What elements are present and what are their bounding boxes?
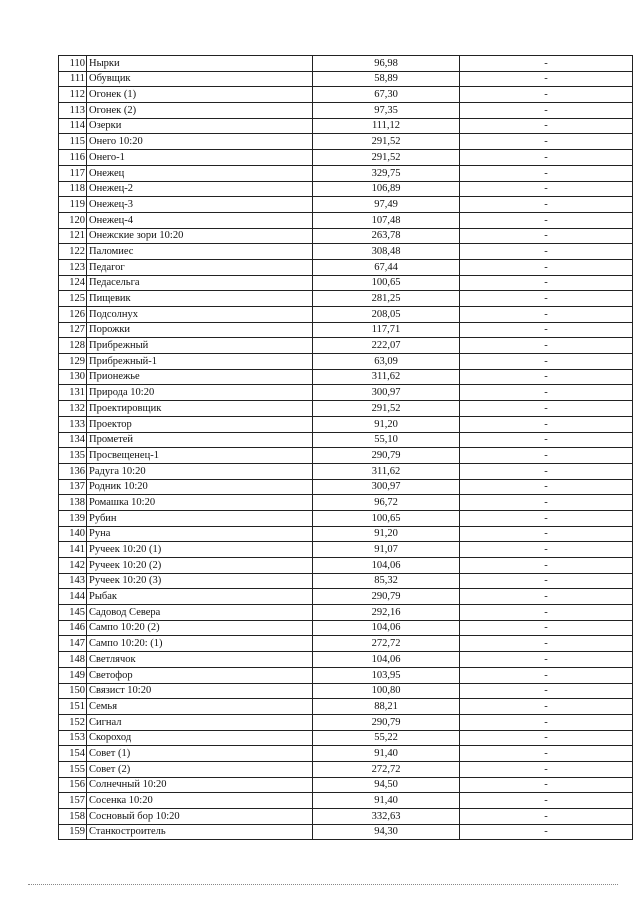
organization-name-cell: Паломиес — [87, 244, 313, 260]
organization-name-cell: Онежец-2 — [87, 181, 313, 197]
table-row — [59, 71, 633, 87]
row-number-cell: 135 — [59, 448, 87, 464]
amount-cell: 104,06 — [313, 558, 460, 574]
empty-value-cell: - — [460, 510, 633, 526]
row-number-cell: 152 — [59, 714, 87, 730]
empty-value-cell: - — [460, 118, 633, 134]
empty-value-cell: - — [460, 244, 633, 260]
row-number-cell: 142 — [59, 558, 87, 574]
organization-name-cell: Онего-1 — [87, 150, 313, 166]
amount-cell: 100,80 — [313, 683, 460, 699]
table-row — [59, 526, 633, 542]
table-row — [59, 165, 633, 181]
table-row — [59, 448, 633, 464]
table-row — [59, 746, 633, 762]
amount-cell: 58,89 — [313, 71, 460, 87]
organization-name-cell: Подсолнух — [87, 307, 313, 323]
empty-value-cell: - — [460, 56, 633, 72]
amount-cell: 107,48 — [313, 212, 460, 228]
empty-value-cell: - — [460, 730, 633, 746]
table-row — [59, 369, 633, 385]
organization-name-cell: Пищевик — [87, 291, 313, 307]
row-number-cell: 136 — [59, 463, 87, 479]
organization-name-cell: Сигнал — [87, 714, 313, 730]
row-number-cell: 140 — [59, 526, 87, 542]
amount-cell: 111,12 — [313, 118, 460, 134]
organization-name-cell: Озерки — [87, 118, 313, 134]
organization-name-cell: Онежец — [87, 165, 313, 181]
table-row — [59, 401, 633, 417]
amount-cell: 332,63 — [313, 809, 460, 825]
row-number-cell: 147 — [59, 636, 87, 652]
row-number-cell: 116 — [59, 150, 87, 166]
row-number-cell: 146 — [59, 620, 87, 636]
organization-name-cell: Прибрежный — [87, 338, 313, 354]
row-number-cell: 143 — [59, 573, 87, 589]
empty-value-cell: - — [460, 479, 633, 495]
amount-cell: 311,62 — [313, 369, 460, 385]
organization-name-cell: Светлячок — [87, 652, 313, 668]
organization-name-cell: Онежец-4 — [87, 212, 313, 228]
organization-name-cell: Солнечный 10:20 — [87, 777, 313, 793]
row-number-cell: 151 — [59, 699, 87, 715]
amount-cell: 300,97 — [313, 385, 460, 401]
empty-value-cell: - — [460, 338, 633, 354]
amount-cell: 291,52 — [313, 150, 460, 166]
row-number-cell: 138 — [59, 495, 87, 511]
amount-cell: 100,65 — [313, 275, 460, 291]
amount-cell: 91,20 — [313, 526, 460, 542]
table-row — [59, 714, 633, 730]
row-number-cell: 141 — [59, 542, 87, 558]
empty-value-cell: - — [460, 369, 633, 385]
empty-value-cell: - — [460, 714, 633, 730]
table-row — [59, 181, 633, 197]
amount-cell: 103,95 — [313, 667, 460, 683]
organization-name-cell: Прионежье — [87, 369, 313, 385]
table-row — [59, 228, 633, 244]
table-row — [59, 56, 633, 72]
table-row — [59, 605, 633, 621]
empty-value-cell: - — [460, 809, 633, 825]
amount-cell: 104,06 — [313, 620, 460, 636]
amount-cell: 63,09 — [313, 354, 460, 370]
organization-name-cell: Проектировщик — [87, 401, 313, 417]
amount-cell: 97,35 — [313, 103, 460, 119]
amount-cell: 106,89 — [313, 181, 460, 197]
table-row — [59, 259, 633, 275]
organization-name-cell: Огонек (2) — [87, 103, 313, 119]
amount-cell: 272,72 — [313, 636, 460, 652]
organization-name-cell: Обувщик — [87, 71, 313, 87]
table-row — [59, 683, 633, 699]
amount-cell: 272,72 — [313, 761, 460, 777]
amount-cell: 94,50 — [313, 777, 460, 793]
empty-value-cell: - — [460, 448, 633, 464]
empty-value-cell: - — [460, 181, 633, 197]
table-row — [59, 573, 633, 589]
amount-cell: 292,16 — [313, 605, 460, 621]
amount-cell: 300,97 — [313, 479, 460, 495]
organization-name-cell: Прометей — [87, 432, 313, 448]
organization-name-cell: Ромашка 10:20 — [87, 495, 313, 511]
row-number-cell: 112 — [59, 87, 87, 103]
row-number-cell: 122 — [59, 244, 87, 260]
amount-cell: 329,75 — [313, 165, 460, 181]
table-row — [59, 479, 633, 495]
table-row — [59, 636, 633, 652]
empty-value-cell: - — [460, 589, 633, 605]
empty-value-cell: - — [460, 463, 633, 479]
amount-cell: 91,20 — [313, 416, 460, 432]
amount-cell: 96,72 — [313, 495, 460, 511]
empty-value-cell: - — [460, 683, 633, 699]
table-row — [59, 542, 633, 558]
table-row — [59, 777, 633, 793]
data-table — [58, 55, 633, 840]
row-number-cell: 110 — [59, 56, 87, 72]
table-row — [59, 416, 633, 432]
row-number-cell: 158 — [59, 809, 87, 825]
amount-cell: 88,21 — [313, 699, 460, 715]
table-row — [59, 495, 633, 511]
organization-name-cell: Светофор — [87, 667, 313, 683]
amount-cell: 91,40 — [313, 746, 460, 762]
row-number-cell: 123 — [59, 259, 87, 275]
organization-name-cell: Проектор — [87, 416, 313, 432]
amount-cell: 222,07 — [313, 338, 460, 354]
organization-name-cell: Рубин — [87, 510, 313, 526]
row-number-cell: 125 — [59, 291, 87, 307]
empty-value-cell: - — [460, 777, 633, 793]
organization-name-cell: Сампо 10:20: (1) — [87, 636, 313, 652]
empty-value-cell: - — [460, 761, 633, 777]
empty-value-cell: - — [460, 71, 633, 87]
amount-cell: 97,49 — [313, 197, 460, 213]
amount-cell: 96,98 — [313, 56, 460, 72]
table-row — [59, 150, 633, 166]
empty-value-cell: - — [460, 401, 633, 417]
amount-cell: 55,22 — [313, 730, 460, 746]
empty-value-cell: - — [460, 652, 633, 668]
row-number-cell: 137 — [59, 479, 87, 495]
empty-value-cell: - — [460, 699, 633, 715]
organization-name-cell: Связист 10:20 — [87, 683, 313, 699]
amount-cell: 281,25 — [313, 291, 460, 307]
empty-value-cell: - — [460, 824, 633, 840]
table-row — [59, 197, 633, 213]
table-row — [59, 463, 633, 479]
amount-cell: 104,06 — [313, 652, 460, 668]
amount-cell: 290,79 — [313, 714, 460, 730]
empty-value-cell: - — [460, 416, 633, 432]
empty-value-cell: - — [460, 605, 633, 621]
row-number-cell: 153 — [59, 730, 87, 746]
table-row — [59, 134, 633, 150]
organization-name-cell: Руна — [87, 526, 313, 542]
table-row — [59, 307, 633, 323]
organization-name-cell: Садовод Севера — [87, 605, 313, 621]
empty-value-cell: - — [460, 291, 633, 307]
amount-cell: 208,05 — [313, 307, 460, 323]
amount-cell: 290,79 — [313, 589, 460, 605]
row-number-cell: 114 — [59, 118, 87, 134]
row-number-cell: 148 — [59, 652, 87, 668]
organization-name-cell: Порожки — [87, 322, 313, 338]
organization-name-cell: Радуга 10:20 — [87, 463, 313, 479]
row-number-cell: 157 — [59, 793, 87, 809]
row-number-cell: 119 — [59, 197, 87, 213]
organization-name-cell: Совет (2) — [87, 761, 313, 777]
row-number-cell: 139 — [59, 510, 87, 526]
row-number-cell: 131 — [59, 385, 87, 401]
amount-cell: 55,10 — [313, 432, 460, 448]
table-body — [59, 56, 633, 840]
empty-value-cell: - — [460, 432, 633, 448]
table-row — [59, 322, 633, 338]
empty-value-cell: - — [460, 636, 633, 652]
empty-value-cell: - — [460, 542, 633, 558]
organization-name-cell: Педагог — [87, 259, 313, 275]
row-number-cell: 127 — [59, 322, 87, 338]
organization-name-cell: Прибрежный-1 — [87, 354, 313, 370]
amount-cell: 67,44 — [313, 259, 460, 275]
empty-value-cell: - — [460, 667, 633, 683]
row-number-cell: 149 — [59, 667, 87, 683]
empty-value-cell: - — [460, 103, 633, 119]
row-number-cell: 134 — [59, 432, 87, 448]
empty-value-cell: - — [460, 385, 633, 401]
table-row — [59, 730, 633, 746]
row-number-cell: 113 — [59, 103, 87, 119]
row-number-cell: 128 — [59, 338, 87, 354]
row-number-cell: 154 — [59, 746, 87, 762]
row-number-cell: 111 — [59, 71, 87, 87]
table-row — [59, 809, 633, 825]
organization-name-cell: Родник 10:20 — [87, 479, 313, 495]
table-row — [59, 212, 633, 228]
organization-name-cell: Огонек (1) — [87, 87, 313, 103]
row-number-cell: 145 — [59, 605, 87, 621]
organization-name-cell: Сосновый бор 10:20 — [87, 809, 313, 825]
empty-value-cell: - — [460, 134, 633, 150]
table-row — [59, 652, 633, 668]
empty-value-cell: - — [460, 165, 633, 181]
amount-cell: 291,52 — [313, 134, 460, 150]
empty-value-cell: - — [460, 275, 633, 291]
row-number-cell: 126 — [59, 307, 87, 323]
empty-value-cell: - — [460, 573, 633, 589]
amount-cell: 67,30 — [313, 87, 460, 103]
empty-value-cell: - — [460, 322, 633, 338]
organization-name-cell: Семья — [87, 699, 313, 715]
amount-cell: 94,30 — [313, 824, 460, 840]
table-row — [59, 385, 633, 401]
empty-value-cell: - — [460, 620, 633, 636]
table-row — [59, 103, 633, 119]
table-row — [59, 354, 633, 370]
empty-value-cell: - — [460, 212, 633, 228]
empty-value-cell: - — [460, 150, 633, 166]
table-row — [59, 244, 633, 260]
amount-cell: 91,07 — [313, 542, 460, 558]
organization-name-cell: Ручеек 10:20 (3) — [87, 573, 313, 589]
empty-value-cell: - — [460, 495, 633, 511]
organization-name-cell: Сосенка 10:20 — [87, 793, 313, 809]
empty-value-cell: - — [460, 197, 633, 213]
row-number-cell: 124 — [59, 275, 87, 291]
table-row — [59, 699, 633, 715]
organization-name-cell: Нырки — [87, 56, 313, 72]
organization-name-cell: Просвещенец-1 — [87, 448, 313, 464]
empty-value-cell: - — [460, 228, 633, 244]
organization-name-cell: Рыбак — [87, 589, 313, 605]
row-number-cell: 118 — [59, 181, 87, 197]
amount-cell: 290,79 — [313, 448, 460, 464]
amount-cell: 263,78 — [313, 228, 460, 244]
empty-value-cell: - — [460, 746, 633, 762]
organization-name-cell: Онего 10:20 — [87, 134, 313, 150]
table-row — [59, 620, 633, 636]
table-row — [59, 275, 633, 291]
organization-name-cell: Онежец-3 — [87, 197, 313, 213]
empty-value-cell: - — [460, 354, 633, 370]
row-number-cell: 159 — [59, 824, 87, 840]
table-row — [59, 761, 633, 777]
organization-name-cell: Совет (1) — [87, 746, 313, 762]
organization-name-cell: Ручеек 10:20 (2) — [87, 558, 313, 574]
table-row — [59, 338, 633, 354]
amount-cell: 308,48 — [313, 244, 460, 260]
organization-name-cell: Скороход — [87, 730, 313, 746]
row-number-cell: 129 — [59, 354, 87, 370]
table-row — [59, 558, 633, 574]
amount-cell: 291,52 — [313, 401, 460, 417]
row-number-cell: 155 — [59, 761, 87, 777]
organization-name-cell: Станкостроитель — [87, 824, 313, 840]
table-row — [59, 510, 633, 526]
table-row — [59, 118, 633, 134]
row-number-cell: 144 — [59, 589, 87, 605]
empty-value-cell: - — [460, 558, 633, 574]
organization-name-cell: Ручеек 10:20 (1) — [87, 542, 313, 558]
organization-name-cell: Природа 10:20 — [87, 385, 313, 401]
row-number-cell: 115 — [59, 134, 87, 150]
empty-value-cell: - — [460, 259, 633, 275]
page-bottom-rule — [28, 884, 618, 885]
amount-cell: 311,62 — [313, 463, 460, 479]
amount-cell: 91,40 — [313, 793, 460, 809]
amount-cell: 85,32 — [313, 573, 460, 589]
row-number-cell: 150 — [59, 683, 87, 699]
empty-value-cell: - — [460, 307, 633, 323]
row-number-cell: 120 — [59, 212, 87, 228]
table-row — [59, 589, 633, 605]
organization-name-cell: Сампо 10:20 (2) — [87, 620, 313, 636]
organization-name-cell: Онежские зори 10:20 — [87, 228, 313, 244]
amount-cell: 117,71 — [313, 322, 460, 338]
table-row — [59, 824, 633, 840]
row-number-cell: 117 — [59, 165, 87, 181]
row-number-cell: 132 — [59, 401, 87, 417]
row-number-cell: 121 — [59, 228, 87, 244]
row-number-cell: 133 — [59, 416, 87, 432]
table-row — [59, 291, 633, 307]
empty-value-cell: - — [460, 793, 633, 809]
empty-value-cell: - — [460, 526, 633, 542]
organization-name-cell: Педасельга — [87, 275, 313, 291]
table-row — [59, 432, 633, 448]
row-number-cell: 130 — [59, 369, 87, 385]
table-row — [59, 793, 633, 809]
amount-cell: 100,65 — [313, 510, 460, 526]
row-number-cell: 156 — [59, 777, 87, 793]
table-row — [59, 667, 633, 683]
table-row — [59, 87, 633, 103]
empty-value-cell: - — [460, 87, 633, 103]
